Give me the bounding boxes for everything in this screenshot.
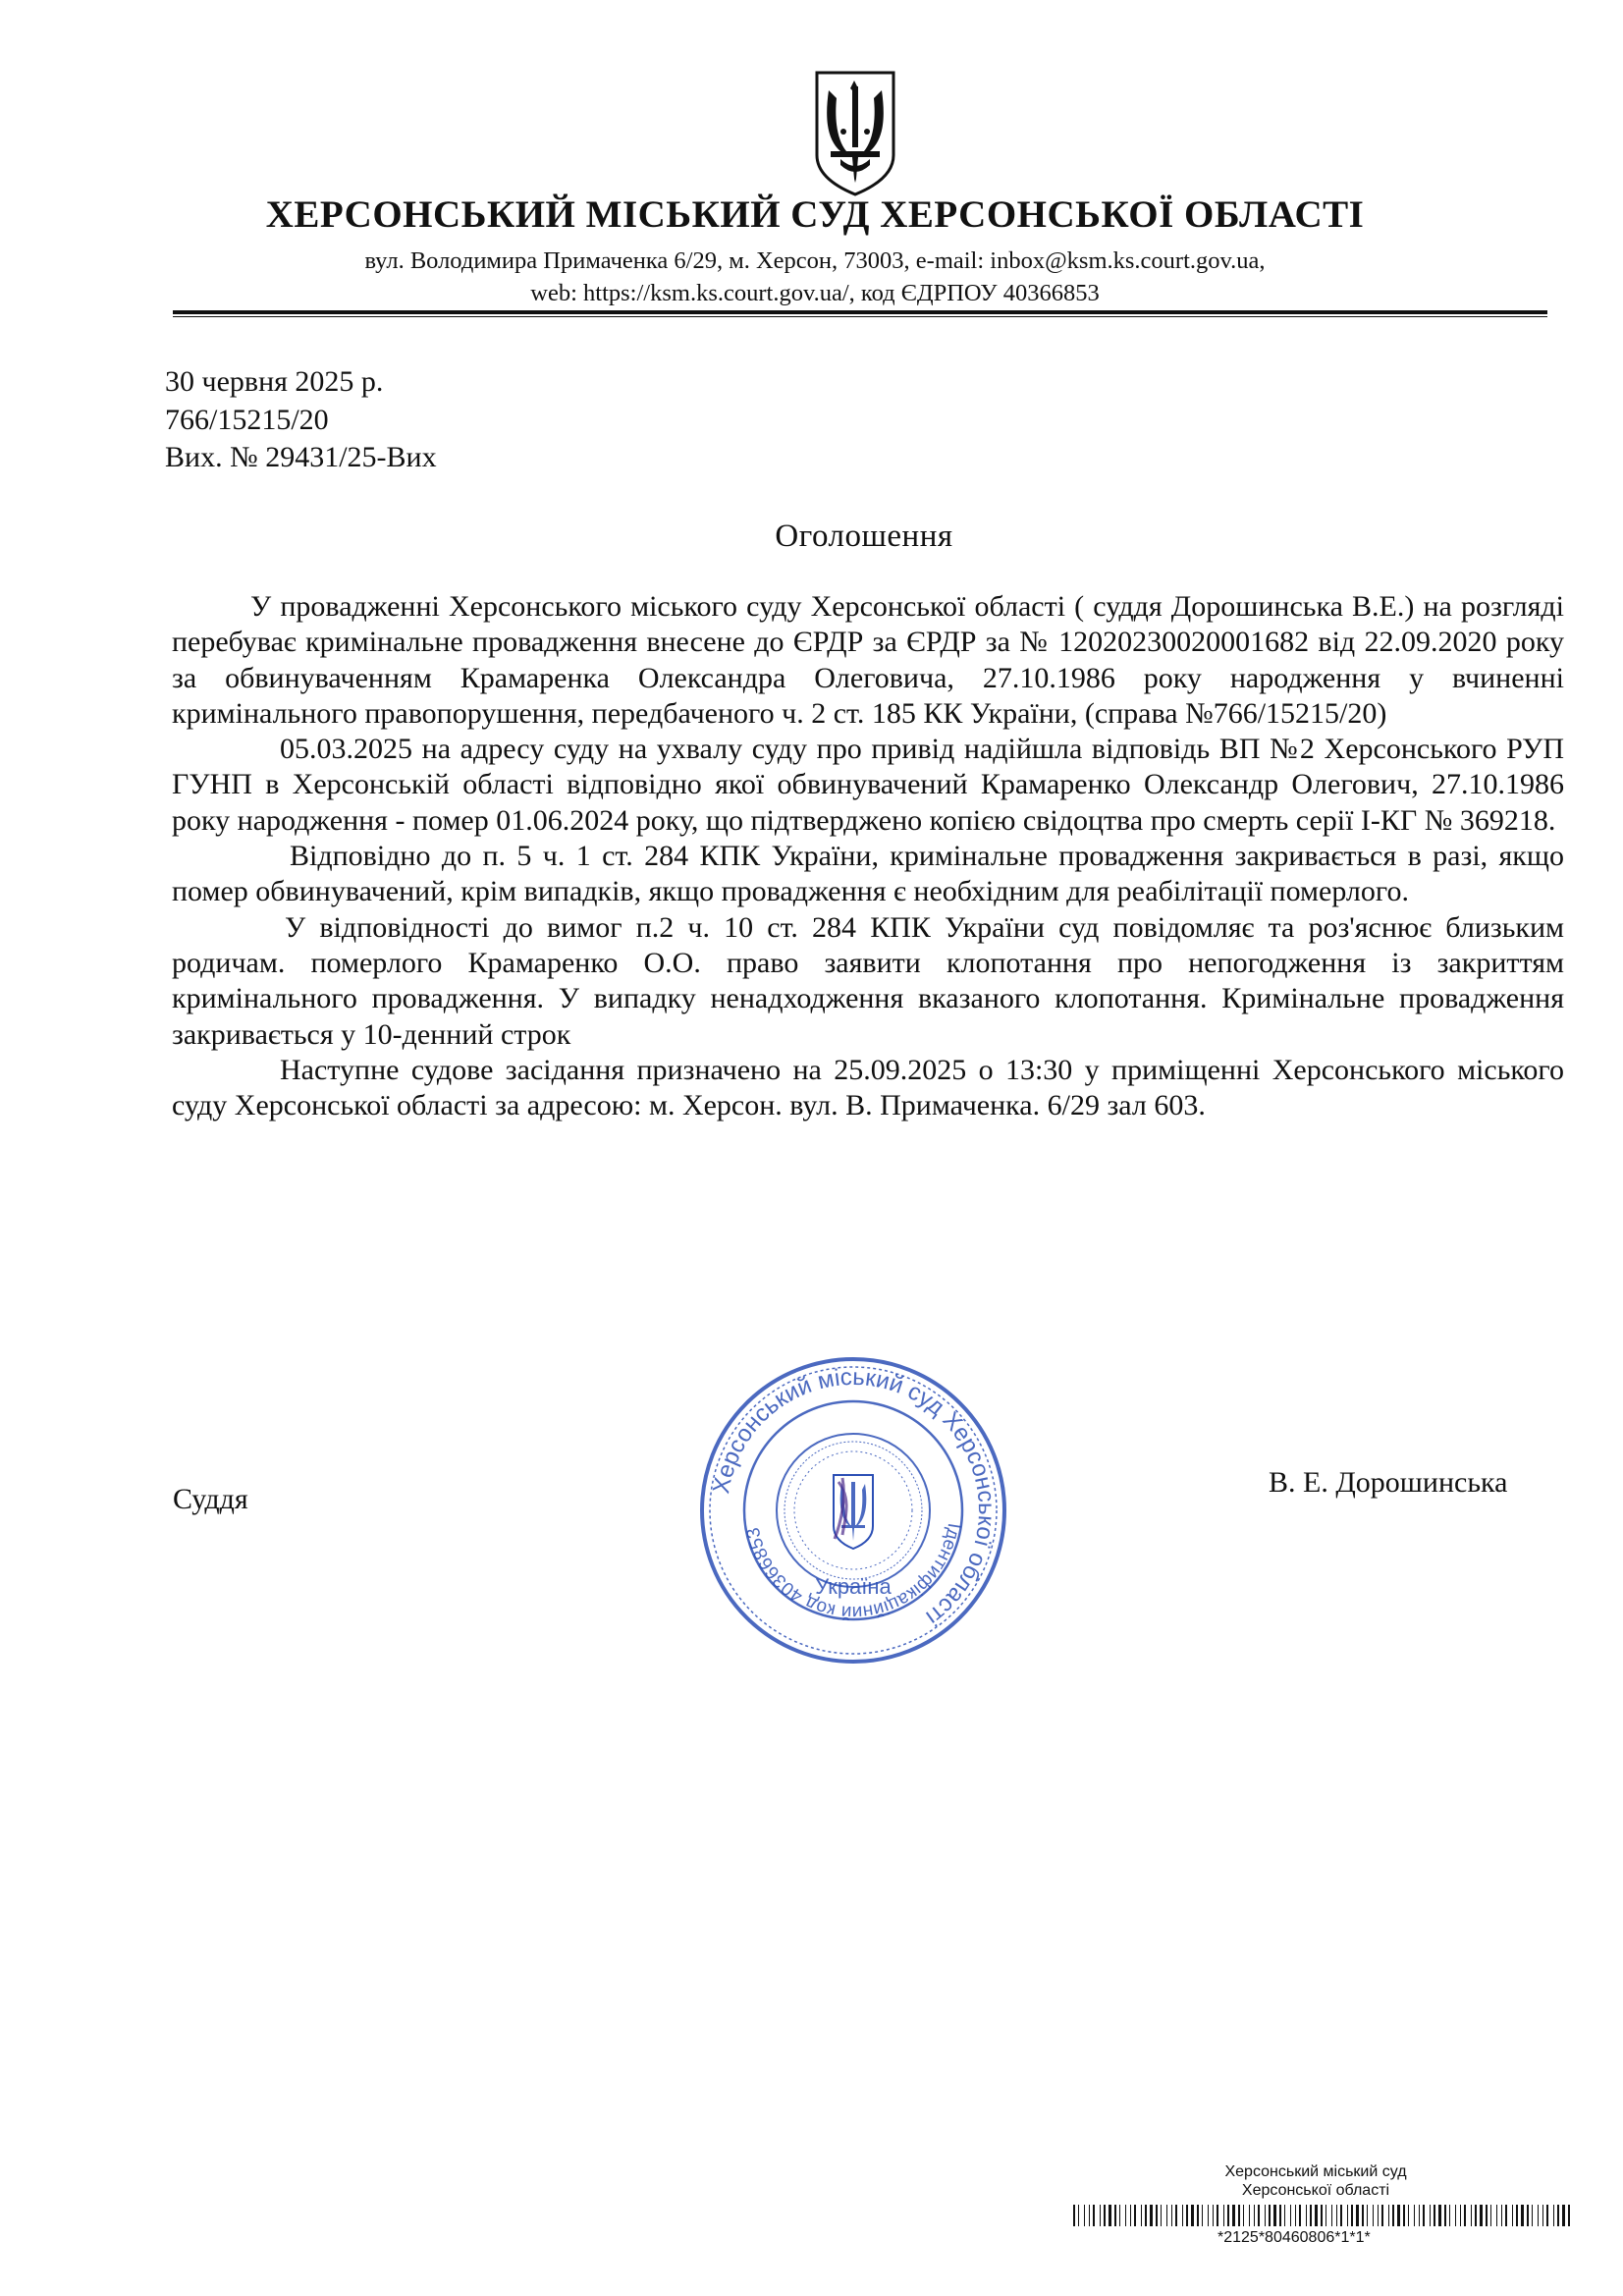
barcode-icon [1073, 2205, 1574, 2226]
document-date: 30 червня 2025 р. [165, 365, 384, 398]
paragraph: Відповідно до п. 5 ч. 1 ст. 284 КПК України, кримінальне провадження закривається в разі, якщо помер обвинувачений, крім випадків, якщо провадження є необхідним для реабілітації померлого. [172, 840, 1564, 908]
seal-inner-text: Ідентифікаційний код 40366853 [742, 1521, 965, 1623]
header-divider [173, 310, 1547, 317]
court-address: вул. Володимира Примаченка 6/29, м. Херсон, 73003, e-mail: inbox@ksm.ks.court.gov.ua, [364, 247, 1266, 274]
paragraph: 05.03.2025 на адресу суду на ухвалу суду про привід надійшла відповідь ВП №2 Херсонського РУП ГУНП в Херсонській області відповідно якої обвинувачений Крамаренко Олександр Олегович, 27.10.1986 року народження - помер 01.06.2024 року, що підтверджено копією свідоцтва про смерть серії І-КГ № 369218. [172, 733, 1564, 837]
trident-emblem-icon [811, 69, 899, 198]
case-number: 766/15215/20 [165, 404, 329, 436]
seal-outer-text: Херсонський міський суд Херсонської області [708, 1363, 1001, 1631]
document-title: Оголошення [775, 519, 953, 554]
outgoing-number: Вих. № 29431/25-Вих [165, 441, 437, 473]
court-seal-stamp [695, 1352, 1011, 1668]
signature-name: В. Е. Дорошинська [1269, 1466, 1508, 1499]
seal-country-text: Україна [815, 1574, 892, 1599]
barcode-number: *2125*80460806*1*1* [1217, 2229, 1371, 2246]
paragraph: Наступне судове засідання призначено на 25.09.2025 о 13:30 у приміщенні Херсонського міського суду Херсонської області за адресою: м. Херсон. вул. В. Примачeнка. 6/29 зал 603. [172, 1053, 1564, 1122]
seal-trident-icon [834, 1475, 873, 1549]
footer-org-line: Херсонської області [1241, 2182, 1390, 2199]
paragraph: У відповідності до вимог п.2 ч. 10 ст. 284 КПК України суд повідомляє та роз'яснює близьким родичам. померлого Крамаренко О.О. право заявити клопотання про непогодження із закриттям кримінального провадження. У випадку ненадходження вказаного клопотання. Кримінальне провадження закривається у 10-денний строк [172, 910, 1564, 1051]
court-web-line: web: https://ksm.ks.court.gov.ua/, код ЄДРПОУ 40366853 [530, 280, 1100, 306]
footer-org [1188, 2162, 1443, 2200]
announcement-body [172, 589, 1564, 1123]
footer-org-line: Херсонський міський суд [1224, 2163, 1407, 2180]
court-name: ХЕРСОНСЬКИЙ МІСЬКИЙ СУД ХЕРСОНСЬКОЇ ОБЛАСТІ [265, 193, 1365, 236]
paragraph: У провадженні Херсонського міського суду Херсонської області ( суддя Дорошинська В.Е.) на розгляді перебуває кримінальне провадження внесене до ЄРДР за ЄРДР за № 12020230020001682 від 22.09.2020 року за обвинуваченням Крамаренка Олександра Олеговича, 27.10.1986 року народження у вчиненні кримінального правопорушення, передбаченого ч. 2 ст. 185 КК України, (справа №766/15215/20) [172, 590, 1564, 730]
signature-role: Суддя [173, 1483, 248, 1515]
